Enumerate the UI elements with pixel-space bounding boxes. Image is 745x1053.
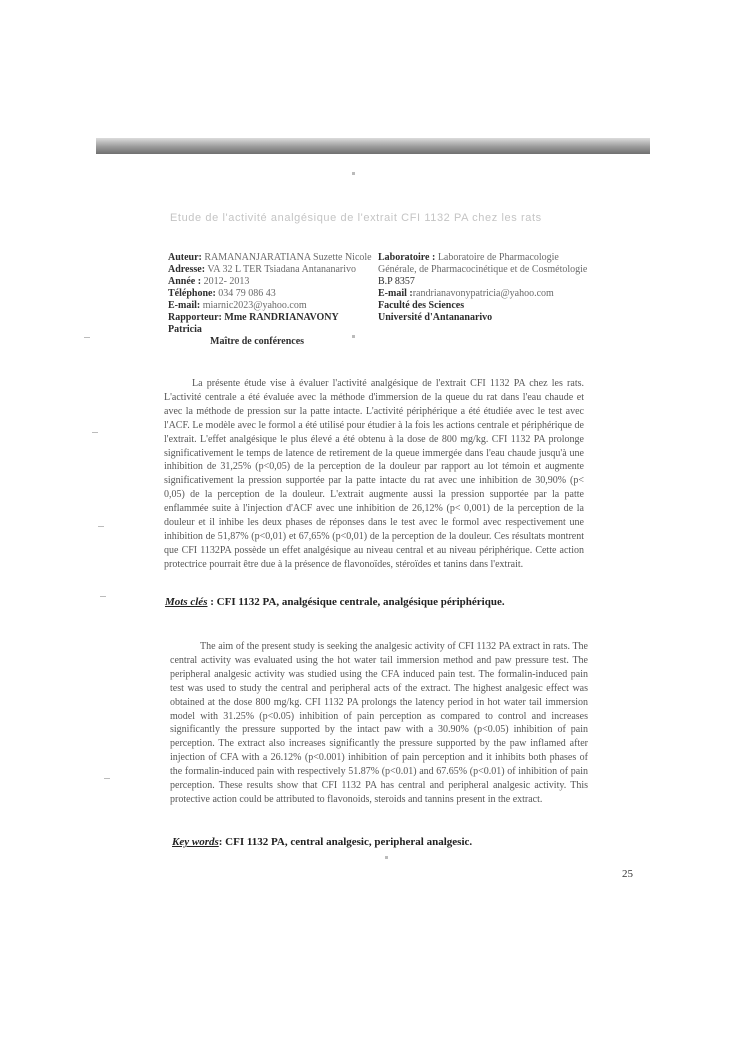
document-title: Etude de l'activité analgésique de l'extrait CFI 1132 PA chez les rats <box>170 212 542 224</box>
keywords-french-value: CFI 1132 PA, analgésique centrale, analgésique périphérique. <box>216 596 505 608</box>
keywords-french-label: Mots clés <box>165 596 208 608</box>
keywords-english-value: CFI 1132 PA, central analgesic, peripheral analgesic. <box>225 836 473 848</box>
scan-mark <box>385 856 388 859</box>
laboratory-line-2: Générale, de Pharmacocinétique et de Cosmétologie <box>378 264 588 275</box>
scan-mark <box>100 596 106 597</box>
scan-header-bar <box>96 138 650 154</box>
email-line: E-mail: miarnic2023@yahoo.com <box>168 300 307 311</box>
rapporteur-line: Rapporteur: Mme RANDRIANAVONY Patricia <box>168 312 339 335</box>
scan-mark <box>92 432 98 433</box>
abstract-french: La présente étude vise à évaluer l'activité analgésique de l'extrait CFI 1132 PA chez les rats. L'activité centrale a été évaluée avec la méthode d'immersion de la queue du rat dans l'eau chaude et avec la méthode de pression sur la patte intacte. L'activité périphérique a été étudiée avec le test avec l'ACF. Le modèle avec le formol a été utilisé pour étudier à la fois les actions centrale et périphérique de l'extrait. L'effet analgésique le plus élevé a été obtenu à la dose de 800 mg/kg. CFI 1132 PA prolonge significativement le temps de latence de retirement de la queue immergée dans l'eau chaude jusqu'à une inhibition de 31,25% (p<0,05) de la perception de la douleur par rapport au lot témoin et augmente significativement la pression supportée par la patte intacte du rat avec une inhibition de 30,90% (p< 0,05) de la perception de la douleur. L'extrait augmente aussi la pression supportée par la patte enflammée suite à l'injection d'ACF avec une inhibition de 26,12% (p< 0,001) de la perception de la douleur et il inhibe les deux phases de réponses dans le test avec le formol avec respectivement une inhibition de 51,87% (p<0,01) et 67,65% (p<0,01) de la perception de la douleur. Ces résultats montrent que CFI 1132PA possède un effet analgésique au niveau central et au niveau périphérique. Cette action protectrice pourrait être due à la présence de flavonoïdes, stéroïdes et tanins dans l'extrait. <box>164 378 584 570</box>
laboratory-line: Laboratoire : Laboratoire de Pharmacologie <box>378 252 559 263</box>
phone-line: Téléphone: 034 79 086 43 <box>168 288 276 299</box>
keywords-french: Mots clés : CFI 1132 PA, analgésique centrale, analgésique périphérique. <box>165 596 505 608</box>
author-line: Auteur: RAMANANJARATIANA Suzette Nicole <box>168 252 372 263</box>
scan-mark <box>98 526 104 527</box>
author-info-block <box>168 252 373 348</box>
rapporteur-title: Maître de conférences <box>210 336 305 347</box>
keywords-english-label: Key words <box>172 836 219 848</box>
postal-box: B.P 8357 <box>378 276 415 287</box>
laboratory-info-block <box>378 252 606 324</box>
year-line: Année : 2012- 2013 <box>168 276 250 287</box>
faculty: Faculté des Sciences <box>378 300 465 311</box>
abstract-english: The aim of the present study is seeking the analgesic activity of CFI 1132 PA extract in rats. The central activity was evaluated using the hot water tail immersion method and paw pressure test. The peripheral analgesic activity was studied using the CFA induced pain test. The formalin-induced pain test was used to study the central and peripheral acts of the extract. The highest analgesic effect was obtained at the dose 800 mg/kg. CFI 1132 PA prolongs the latency period in hot water tail immersion model with 31.25% (p<0.05) inhibition of pain perception as compared to control and increases significantly the pressure supported by the intact paw with a 30.90% (p<0.05) inhibition of pain perception. The extract also increases significantly the pressure supported by the paw inflamed after injection of CFA with a 26.12% (p<0.001) inhibition of pain perception and it inhibits both phases of the formalin-induced pain with respectively 51.87% (p<0.01) and 67.65% (p<0.01) of inhibition of pain perception. These results show that CFI 1132 PA has central and peripheral analgesic activity. This protective action could be attributed to flavonoids, steroids and tannins present in the extract. <box>170 641 588 805</box>
page-number: 25 <box>622 868 633 880</box>
scan-mark <box>104 778 110 779</box>
scan-mark <box>84 337 90 338</box>
address-line: Adresse: VA 32 L TER Tsiadana Antananarivo <box>168 264 356 275</box>
university: Université d'Antananarivo <box>378 312 493 323</box>
scan-mark <box>352 172 355 175</box>
lab-email-line: E-mail :randrianavonypatricia@yahoo.com <box>378 288 554 299</box>
keywords-english: Key words: CFI 1132 PA, central analgesic, peripheral analgesic. <box>172 836 473 848</box>
scan-mark <box>352 335 355 338</box>
